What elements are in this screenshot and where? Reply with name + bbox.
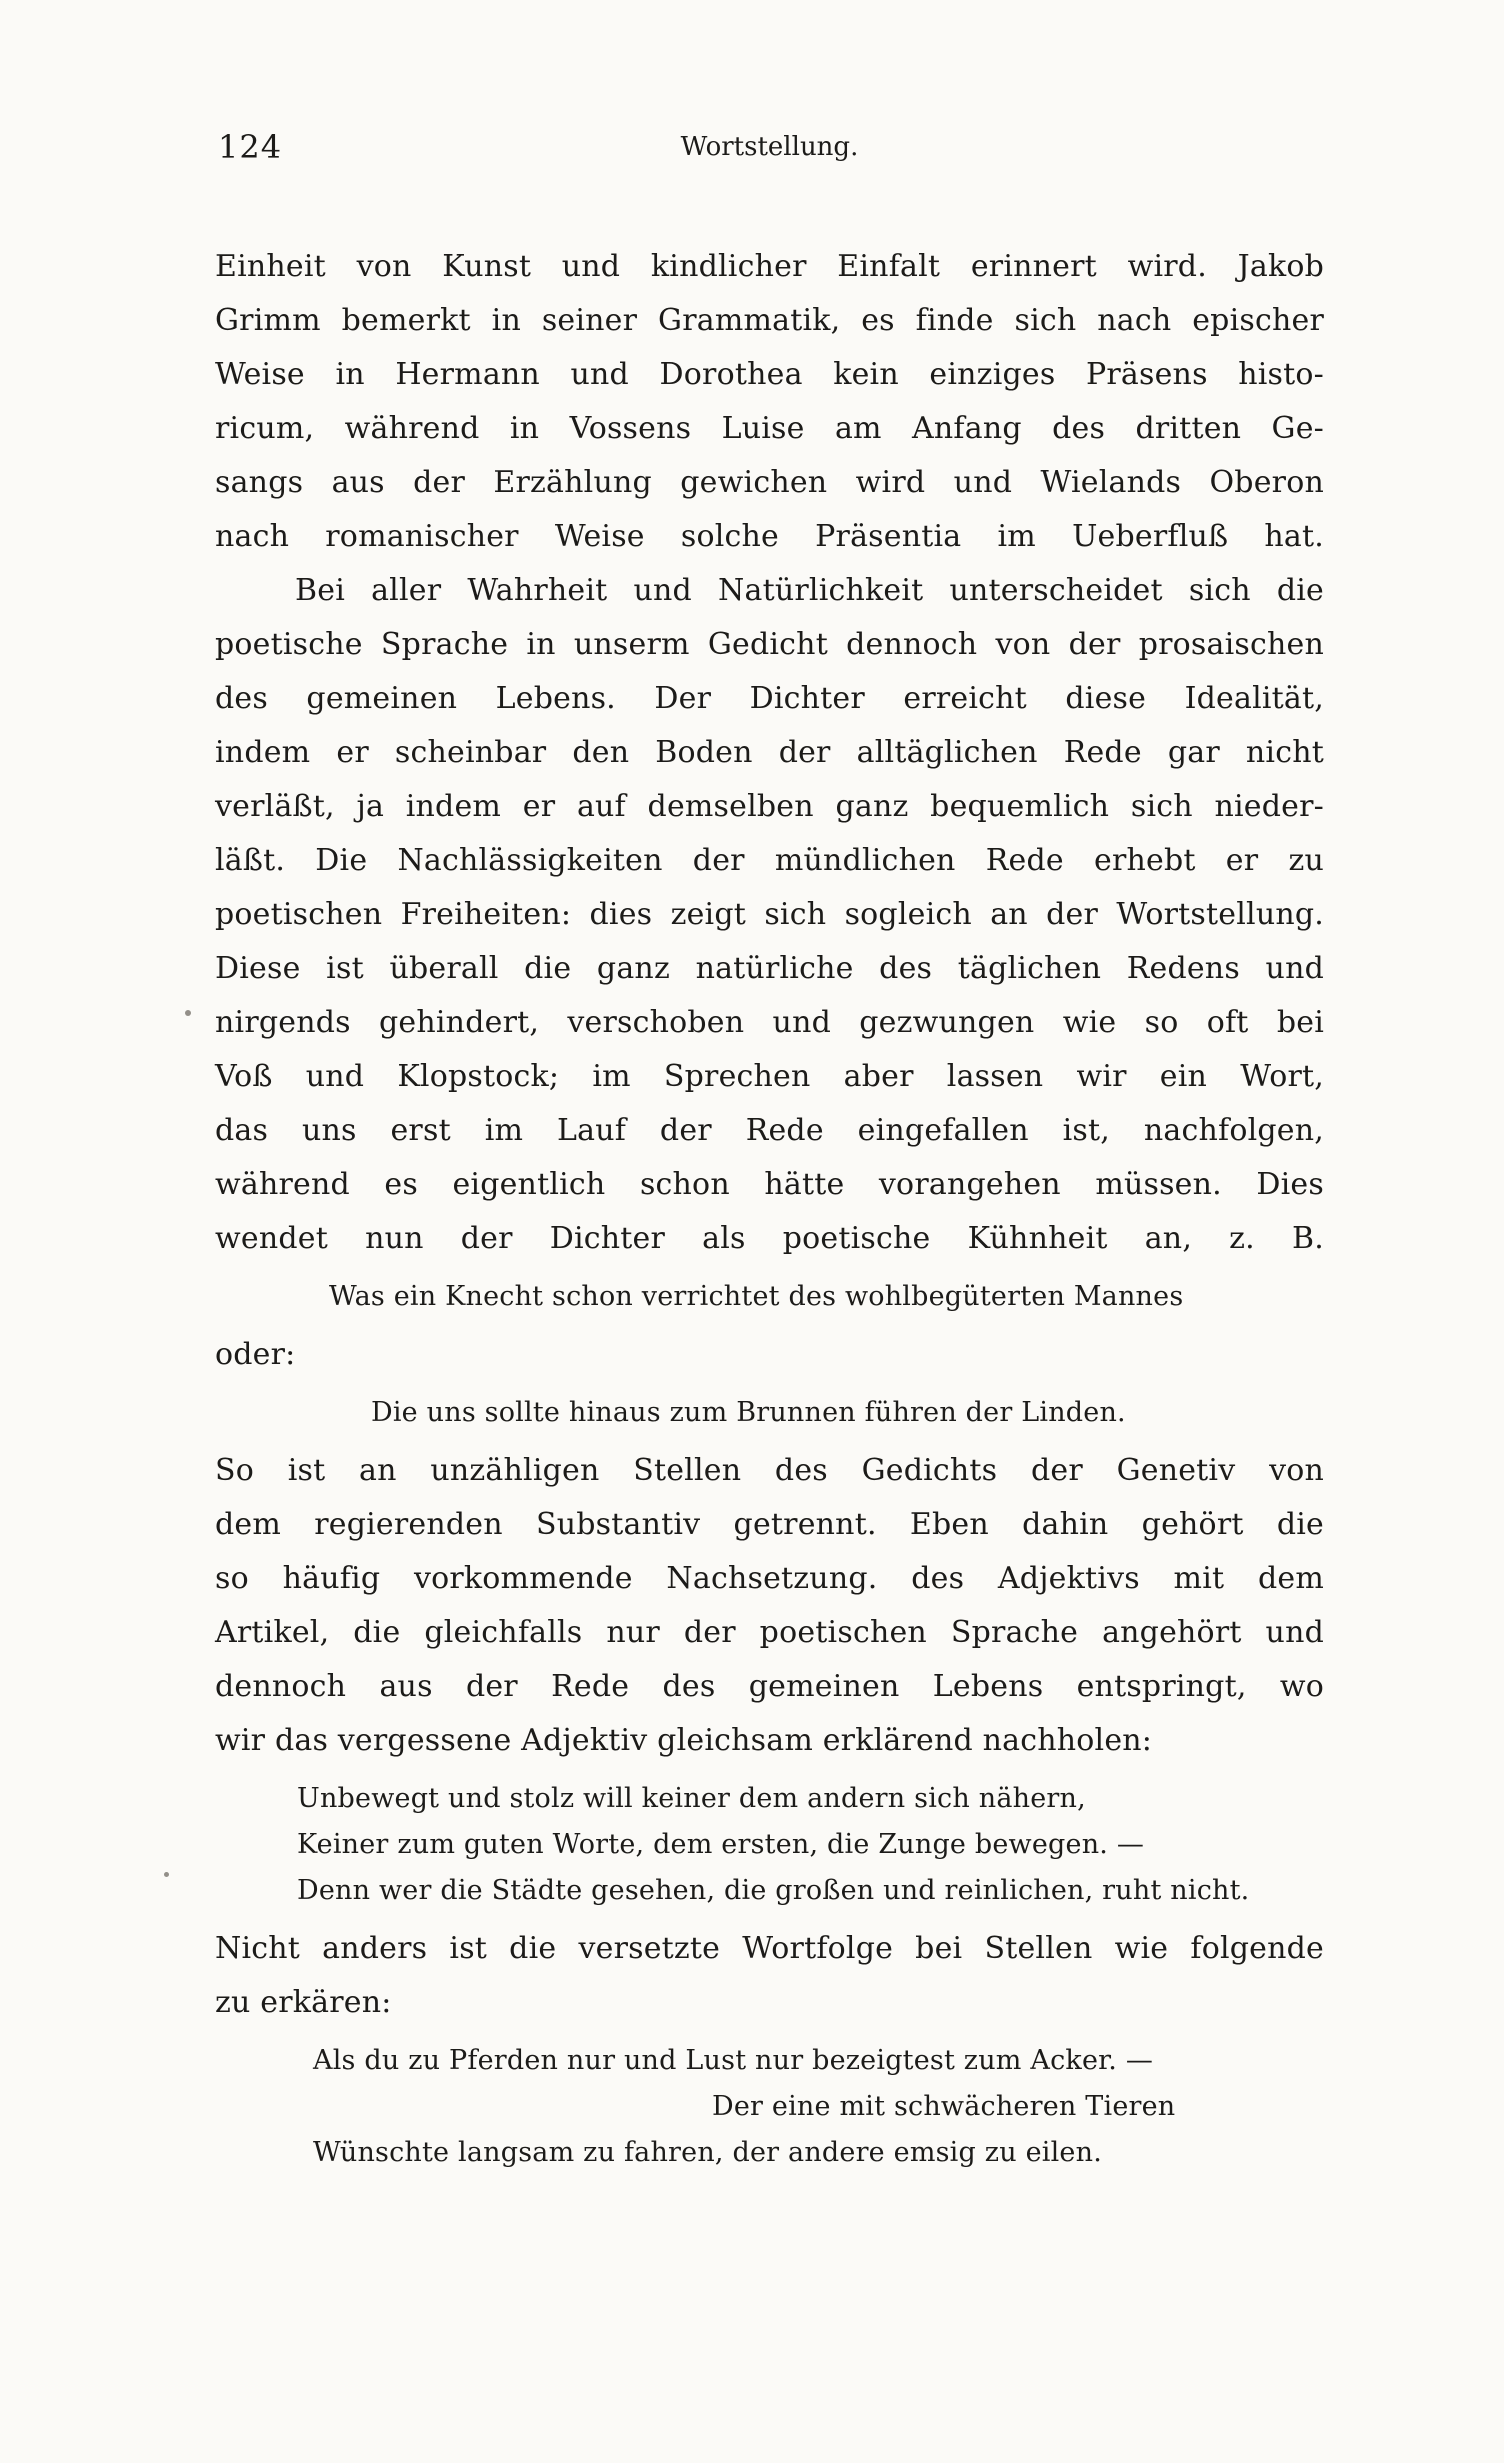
text-line: Unbewegt und stolz will keiner dem andern sich nähern,: [297, 1783, 1086, 1814]
text-line: Der eine mit schwächeren Tieren: [712, 2091, 1176, 2122]
page-header: [0, 128, 1504, 176]
text-line: Voß und Klopstock; im Sprechen aber lassen wir ein Wort,: [215, 1059, 1324, 1094]
text-line: Wünschte langsam zu fahren, der andere emsig zu eilen.: [313, 2137, 1102, 2168]
text-line: Grimm bemerkt in seiner Grammatik, es finde sich nach epischer: [215, 303, 1324, 338]
verse-quote: [329, 1274, 1324, 1320]
text-line: Artikel, die gleichfalls nur der poetischen Sprache angehört und: [215, 1615, 1324, 1650]
text-line: verläßt, ja indem er auf demselben ganz bequemlich sich nieder-: [215, 789, 1324, 824]
verse-quote: [371, 1390, 1324, 1436]
text-line: dennoch aus der Rede des gemeinen Lebens entspringt, wo: [215, 1669, 1324, 1704]
text-line: während es eigentlich schon hätte vorangehen müssen. Dies: [215, 1167, 1324, 1202]
text-block: [215, 240, 1324, 2176]
text-line: Bei aller Wahrheit und Natürlichkeit unterscheidet sich die: [295, 573, 1324, 608]
text-line: poetische Sprache in unserm Gedicht dennoch von der prosaischen: [215, 627, 1324, 662]
text-line: Die uns sollte hinaus zum Brunnen führen der Linden.: [371, 1397, 1126, 1428]
text-line: oder:: [215, 1337, 296, 1372]
text-line: wendet nun der Dichter als poetische Kühnheit an, z. B.: [215, 1221, 1324, 1256]
text-line: wir das vergessene Adjektiv gleichsam erklärend nachholen:: [215, 1723, 1153, 1758]
text-line: Was ein Knecht schon verrichtet des wohlbegüterten Mannes: [329, 1281, 1184, 1312]
text-line: Nicht anders ist die versetzte Wortfolge bei Stellen wie folgende: [215, 1931, 1324, 1966]
text-line: Keiner zum guten Worte, dem ersten, die Zunge bewegen. —: [297, 1829, 1145, 1860]
scan-speck: [185, 1010, 191, 1016]
verse-quote: [297, 1776, 1324, 1914]
text-line: indem er scheinbar den Boden der alltäglichen Rede gar nicht: [215, 735, 1324, 770]
text-line: dem regierenden Substantiv getrennt. Eben dahin gehört die: [215, 1507, 1324, 1542]
paragraph: [215, 564, 1324, 1266]
text-line: zu erkären:: [215, 1985, 392, 2020]
text-line: nach romanischer Weise solche Präsentia im Ueberfluß hat.: [215, 519, 1324, 554]
paragraph-continuation: [215, 240, 1324, 564]
text-line: Denn wer die Städte gesehen, die großen und reinlichen, ruht nicht.: [297, 1875, 1250, 1906]
text-line: Weise in Hermann und Dorothea kein einziges Präsens histo-: [215, 357, 1324, 392]
text-line: das uns erst im Lauf der Rede eingefallen ist, nachfolgen,: [215, 1113, 1324, 1148]
text-line: so häufig vorkommende Nachsetzung. des Adjektivs mit dem: [215, 1561, 1324, 1596]
scan-speck: [164, 1872, 169, 1877]
paragraph: [215, 1444, 1324, 1768]
text-line: nirgends gehindert, verschoben und gezwungen wie so oft bei: [215, 1005, 1324, 1040]
text-line: Einheit von Kunst und kindlicher Einfalt erinnert wird. Jakob: [215, 249, 1324, 284]
text-line: Als du zu Pferden nur und Lust nur bezeigtest zum Acker. —: [313, 2045, 1154, 2076]
paragraph-oder: [215, 1328, 1324, 1382]
text-line: des gemeinen Lebens. Der Dichter erreicht diese Idealität,: [215, 681, 1324, 716]
text-line: läßt. Die Nachlässigkeiten der mündlichen Rede erhebt er zu: [215, 843, 1324, 878]
text-line: So ist an unzähligen Stellen des Gedichts der Genetiv von: [215, 1453, 1324, 1488]
running-header: Wortstellung.: [680, 132, 859, 162]
text-line: sangs aus der Erzählung gewichen wird und Wielands Oberon: [215, 465, 1324, 500]
page-number: 124: [218, 128, 283, 166]
text-line: Diese ist überall die ganz natürliche des täglichen Redens und: [215, 951, 1324, 986]
paragraph: [215, 1922, 1324, 2030]
verse-quote: [313, 2038, 1324, 2176]
text-line: poetischen Freiheiten: dies zeigt sich sogleich an der Wortstellung.: [215, 897, 1324, 932]
text-line: ricum, während in Vossens Luise am Anfang des dritten Ge-: [215, 411, 1324, 446]
